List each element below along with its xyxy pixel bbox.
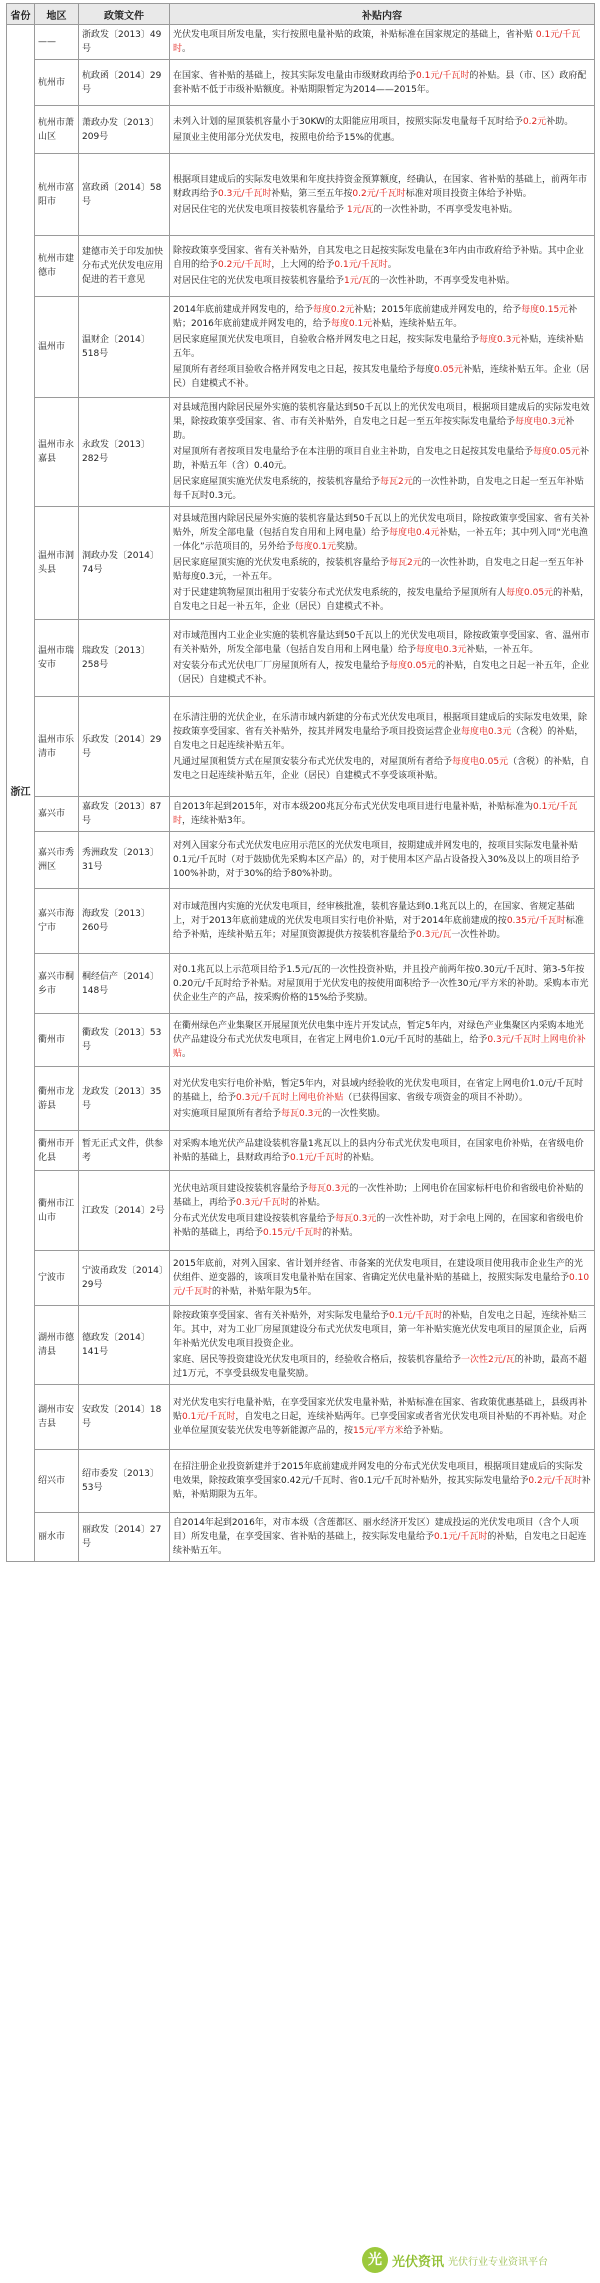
subsidy-amount: 每瓦2元	[389, 558, 422, 568]
policy-doc-cell: 建德市关于印发加快分布式光伏发电应用促进的若干意见	[79, 236, 170, 297]
subsidy-text: 补贴；2016年底前建成并网发电的，给予	[173, 305, 578, 329]
policy-doc-cell: 江政发〔2014〕2号	[79, 1171, 170, 1251]
subsidy-text: 补助，补贴五年（含）0.40元。	[173, 447, 590, 471]
subsidy-text: 根据项目建成后的实际发电效果和年度扶持资金预算额度，经确认，在国家、省补贴的基础上，前两年市财政再给予	[173, 174, 588, 199]
subsidy-text: 标准给予补贴，连续补贴五年；对屋顶资源提供方按装机容量给予	[173, 916, 584, 940]
subsidy-amount: 0.1元/千瓦时	[434, 1532, 488, 1542]
subsidy-content-cell	[170, 620, 595, 697]
subsidy-text: 屋顶业主使用部分光伏发电，按照电价给予15%的优惠。	[173, 132, 401, 143]
subsidy-content-cell	[170, 236, 595, 297]
subsidy-paragraph	[173, 243, 591, 273]
policy-doc-cell: 绍市委发〔2013〕53号	[79, 1450, 170, 1513]
subsidy-text: 对光伏发电实行电价补贴，暂定5年内，对县域内经验收的光伏发电项目，在省定上网电价1.0元/千瓦时的基础上，给予	[173, 1078, 584, 1103]
subsidy-paragraph	[173, 1352, 591, 1382]
header-province: 省份	[7, 4, 35, 25]
table-row	[7, 398, 595, 507]
subsidy-text: 的一次性补助，不再享受发电补贴。	[370, 276, 515, 286]
subsidy-text: 补贴，第三至五年按	[271, 188, 353, 199]
area-cell: ——	[35, 25, 79, 60]
subsidy-paragraph	[173, 302, 591, 332]
subsidy-amount: 15元/平方米	[353, 1426, 404, 1436]
subsidy-text: 的一次性奖励。	[322, 1108, 386, 1119]
subsidy-amount: 每度电0.3元	[461, 726, 512, 737]
header-area: 地区	[35, 4, 79, 25]
area-cell: 丽水市	[35, 1513, 79, 1562]
subsidy-content-cell	[170, 398, 595, 507]
subsidy-text: 对居民住宅的光伏发电项目按装机容量给予	[173, 204, 347, 215]
subsidy-text: 补贴，一补五年。	[466, 645, 539, 655]
subsidy-paragraph	[173, 1018, 591, 1062]
subsidy-paragraph	[173, 1136, 591, 1166]
subsidy-text: 。	[182, 44, 192, 54]
policy-doc-cell: 桐经信产〔2014〕148号	[79, 954, 170, 1014]
policy-doc-cell: 富政函〔2014〕58号	[79, 154, 170, 236]
subsidy-paragraph	[173, 114, 591, 130]
subsidy-text: 补贴，连续补贴五年。	[173, 335, 584, 359]
table-row	[7, 832, 595, 889]
subsidy-paragraph	[173, 27, 591, 57]
policy-doc-cell: 嘉政发〔2013〕87号	[79, 797, 170, 832]
policy-doc-cell: 暂无正式文件，供参考	[79, 1131, 170, 1171]
table-row	[7, 697, 595, 797]
area-cell: 温州市洞头县	[35, 507, 79, 620]
subsidy-text: 的一次性补助，不再享受发电补贴。	[373, 204, 518, 215]
subsidy-amount: 每度0.1元	[330, 319, 373, 329]
area-cell: 衢州市	[35, 1014, 79, 1067]
table-row	[7, 106, 595, 154]
subsidy-text: 的补贴，自发电之日起，连续补贴三年。其中，对为工业厂房屋顶建设分布式光伏发电项目，第一年补贴实施光伏发电项目的屋顶企业，后两年补贴光伏发电项目投资企业。	[173, 1311, 588, 1349]
subsidy-text: 居民家庭屋顶实施的光伏发电系统的，按装机容量给予	[173, 558, 390, 568]
subsidy-paragraph	[173, 658, 591, 688]
subsidy-paragraph	[173, 962, 591, 1006]
table-row	[7, 620, 595, 697]
policy-doc-cell: 萧政办发〔2013〕209号	[79, 106, 170, 154]
area-cell: 温州市	[35, 297, 79, 398]
subsidy-amount: 0.3元/千瓦时	[218, 188, 272, 199]
subsidy-text: 自2013年起到2015年，对市本级200兆瓦分布式光伏发电项目进行电量补贴，补贴标准为	[173, 802, 533, 812]
subsidy-text: 居民家庭屋顶光伏发电项目，自验收合格并网发电之日起，按实际发电量给予	[173, 335, 480, 345]
province-cell: 浙江	[7, 25, 35, 1562]
subsidy-amount: 每瓦0.3元	[308, 1183, 350, 1194]
subsidy-text: 屋顶所有者经项目验收合格并网发电之日起，按其发电量给予每度	[173, 365, 435, 375]
header-content: 补贴内容	[170, 4, 595, 25]
subsidy-amount: 0.3元/千瓦时上网电价补贴	[173, 1035, 586, 1059]
subsidy-text: 对屋顶所有者按项目发电量给予在本注册的项目自业主补助，自发电之日起按其发电量给予	[173, 447, 534, 457]
policy-doc-cell: 龙政发〔2013〕35号	[79, 1067, 170, 1131]
policy-doc-cell: 杭政函〔2014〕29号	[79, 60, 170, 106]
table-row	[7, 60, 595, 106]
subsidy-content-cell	[170, 1385, 595, 1450]
subsidy-content-cell	[170, 106, 595, 154]
table-row	[7, 1450, 595, 1513]
subsidy-amount: 0.10元/千瓦时	[173, 1273, 590, 1297]
subsidy-content-cell	[170, 25, 595, 60]
policy-doc-cell: 海政发〔2013〕260号	[79, 889, 170, 954]
subsidy-amount: 1元/瓦	[346, 204, 374, 215]
table-row	[7, 25, 595, 60]
area-cell: 绍兴市	[35, 1450, 79, 1513]
area-cell: 杭州市	[35, 60, 79, 106]
subsidy-text: 补助。	[546, 116, 574, 127]
subsidy-amount: 每度0.05元	[389, 661, 437, 671]
subsidy-amount: 0.2元/千瓦时	[528, 1476, 582, 1486]
subsidy-text: 在衢州绿色产业集聚区开展屋顶光伏电集中连片开发试点，暂定5年内，对绿色产业集聚区内采购本地光伏产品建设分布式光伏发电项目，在省定上网电价1.0元/千瓦时的基础上，给予	[173, 1021, 584, 1045]
subsidy-text: 分布式光伏发电项目建设按装机容量给予	[173, 1213, 336, 1224]
area-cell: 衢州市江山市	[35, 1171, 79, 1251]
subsidy-text: 的补贴，自发电之日起一补五年，企业（居民）自建模式不补。	[173, 588, 590, 612]
subsidy-text: 对0.1兆瓦以上示范项目给予1.5元/瓦的一次性投资补贴，并且投产前两年按0.30元/千瓦时、第3-5年按0.20元/千瓦时给予补贴。对屋顶用于光伏发电的按使用面积给予一次性30元/平方米的补助。采购本市光伏企业生产的产品，按采购价格的15%给予奖励。	[173, 964, 589, 1003]
subsidy-paragraph	[173, 799, 591, 829]
subsidy-text: 对市域范围内实施的光伏发电项目，经审核批准，装机容量达到0.1兆瓦以上的，在国家、省规定基础上，对于2013年底前建成的光伏发电项目实行电价补贴，对于2014年底前建成的按	[173, 902, 575, 926]
subsidy-paragraph	[173, 710, 591, 754]
table-row	[7, 889, 595, 954]
area-cell: 嘉兴市海宁市	[35, 889, 79, 954]
subsidy-content-cell	[170, 1014, 595, 1067]
subsidy-content-cell	[170, 1171, 595, 1251]
subsidy-text: 家庭、居民等投资建设光伏发电项目的，经验收合格后，按装机容量给予	[173, 1355, 462, 1365]
subsidy-content-cell	[170, 832, 595, 889]
policy-doc-cell: 浙政发〔2013〕49号	[79, 25, 170, 60]
subsidy-text: 对市域范围内工业企业实施的装机容量达到50千瓦以上的光伏发电项目，除按政策享受国家、省、温州市有关补贴外，所发全部电量（包括自发自用和上网电量）给予	[173, 631, 590, 655]
subsidy-amount: 0.1元/千瓦时	[173, 30, 581, 54]
subsidy-content-cell	[170, 954, 595, 1014]
subsidy-text: 标准对项目投资主体给予补贴。	[405, 188, 532, 199]
subsidy-paragraph	[173, 68, 591, 98]
subsidy-text: 补贴；2015年底前建成并网发电的，给予	[354, 305, 522, 315]
subsidy-text: ，自发电之日起，连续补贴两年。已享受国家或者省光伏发电项目补贴的不再补贴。对企业单位屋顶安装光伏发电等新能源产品的，按	[173, 1412, 587, 1436]
area-cell: 衢州市开化县	[35, 1131, 79, 1171]
subsidy-text: 的一次性补助，自发电之日起一至五年补贴每度0.3元，一补五年。	[173, 558, 584, 582]
subsidy-amount: 每度0.3元	[479, 335, 521, 345]
policy-doc-cell: 永政发〔2013〕282号	[79, 398, 170, 507]
subsidy-paragraph	[173, 400, 591, 444]
subsidy-paragraph	[173, 202, 591, 218]
subsidy-text: 的一次性补助；上网电价在国家标杆电价和省级电价补贴的基础上，再给予	[173, 1183, 584, 1208]
subsidy-paragraph	[173, 1106, 591, 1122]
subsidy-text: 自2014年起到2016年，对市本级（含莲都区、丽水经济开发区）建成投运的光伏发电项目（含个人项目）所发电量，在享受国家、省补贴的基础上，按实际发电量给予	[173, 1518, 579, 1542]
subsidy-amount: 0.3元/千瓦时	[236, 1197, 290, 1208]
subsidy-text: 凡通过屋顶租赁方式在屋顶安装分布式光伏发电的，对屋顶所有者给予	[173, 756, 453, 767]
area-cell: 温州市永嘉县	[35, 398, 79, 507]
subsidy-text: ，上大网的给予	[271, 260, 335, 270]
subsidy-content-cell	[170, 1067, 595, 1131]
subsidy-text: 2014年底前建成并网发电的，给予	[173, 305, 313, 315]
subsidy-amount: 0.15元/千瓦时	[263, 1227, 323, 1238]
subsidy-content-cell	[170, 1251, 595, 1306]
subsidy-amount: 每度0.2元	[312, 305, 355, 315]
subsidy-text: 对居民住宅的光伏发电项目按装机容量给予	[173, 276, 345, 286]
policy-doc-cell: 温财企〔2014〕518号	[79, 297, 170, 398]
subsidy-text: 的补助，最高不超过1万元，不享受县级发电量奖励。	[173, 1355, 587, 1379]
subsidy-text: 补贴，一补五年；其中列入同“光电渔一体化”示范项目的，另外给予	[173, 528, 589, 552]
subsidy-text: 的一次性补助，自发电之日起一至五年补贴每千瓦时0.3元。	[173, 477, 584, 501]
subsidy-paragraph	[173, 585, 591, 615]
subsidy-text: 的补贴，自发电之日起一补五年，企业（居民）自建模式不补。	[173, 661, 590, 685]
subsidy-text: ，连续补贴3年。	[182, 816, 251, 826]
table-row	[7, 1385, 595, 1450]
area-cell: 湖州市安吉县	[35, 1385, 79, 1450]
subsidy-text: 光伏电站项目建设按装机容量给予	[173, 1183, 309, 1194]
watermark-text: 光伏资讯	[392, 2254, 445, 2270]
subsidy-content-cell	[170, 1131, 595, 1171]
table-header-row	[7, 4, 595, 25]
policy-doc-cell: 乐政发〔2014〕29号	[79, 697, 170, 797]
subsidy-text: 一次性补助。	[451, 930, 506, 940]
subsidy-text: （含税）的补贴，自发电之日起连续补贴五年，企业（居民）自建模式不享受该项补贴。	[173, 756, 590, 781]
table-row	[7, 797, 595, 832]
table-row	[7, 1251, 595, 1306]
subsidy-text: 补贴，连续补贴五年。企业（居民）自建模式不补。	[173, 365, 590, 389]
subsidy-table	[6, 3, 595, 1562]
subsidy-text: 在国家、省补贴的基础上，按其实际发电量由市级财政再给予	[173, 70, 417, 81]
subsidy-amount: 每度电0.3元	[416, 645, 467, 655]
subsidy-paragraph	[173, 1211, 591, 1241]
subsidy-paragraph	[173, 899, 591, 943]
subsidy-text: 补贴，补贴期限为五年。	[173, 1476, 591, 1500]
policy-doc-cell: 瑞政发〔2013〕258号	[79, 620, 170, 697]
subsidy-content-cell	[170, 697, 595, 797]
subsidy-text: （含税）的补贴，自发电之日起连续补贴五年。	[173, 726, 584, 751]
subsidy-paragraph	[173, 838, 591, 882]
subsidy-amount: 0.1元/千瓦时	[182, 1412, 236, 1422]
subsidy-content-cell	[170, 1306, 595, 1385]
policy-doc-cell: 丽政发〔2014〕27号	[79, 1513, 170, 1562]
subsidy-paragraph	[173, 1308, 591, 1352]
subsidy-text: 居民家庭屋顶实施光伏发电系统的，按装机容量给予	[173, 477, 381, 487]
subsidy-text: 未列入计划的屋顶装机容量小于30KW的太阳能应用项目，按照实际发电量每千瓦时给予	[173, 116, 523, 127]
policy-doc-cell: 秀洲政发〔2013〕31号	[79, 832, 170, 889]
table-row	[7, 236, 595, 297]
watermark	[362, 2245, 592, 2275]
subsidy-paragraph	[173, 1256, 591, 1300]
policy-doc-cell: 衢政发〔2013〕53号	[79, 1014, 170, 1067]
area-cell: 温州市乐清市	[35, 697, 79, 797]
subsidy-amount: 0.1元/千瓦时	[416, 70, 470, 81]
policy-doc-cell: 洞政办发〔2014〕74号	[79, 507, 170, 620]
area-cell: 宁波市	[35, 1251, 79, 1306]
subsidy-amount: 每瓦0.3元	[281, 1108, 323, 1119]
table-row	[7, 954, 595, 1014]
subsidy-paragraph	[173, 332, 591, 362]
subsidy-text: 的一次性补助，对于余电上网的，在国家和省级电价补贴的基础上，再给予	[173, 1213, 584, 1238]
subsidy-text: 。	[182, 1049, 192, 1059]
subsidy-text: 在招注册企业投资新建并于2015年底前建成并网发电的分布式光伏发电项目，根据项目建成后的实际发电效果，除按政策享受国家0.42元/千瓦时、省0.1元/千瓦时补贴外，按其实际发电量给予	[173, 1462, 583, 1486]
watermark-logo-icon: 光	[362, 2247, 388, 2273]
policy-doc-cell: 宁波甬政发〔2014〕29号	[79, 1251, 170, 1306]
subsidy-amount: 每度电0.4元	[389, 528, 440, 538]
subsidy-paragraph	[173, 511, 591, 555]
subsidy-text: 的补贴。	[322, 1227, 359, 1238]
subsidy-paragraph	[173, 273, 591, 289]
subsidy-amount: 0.1元/千瓦时	[173, 802, 578, 826]
area-cell: 温州市瑞安市	[35, 620, 79, 697]
subsidy-amount: 每度电0.3元	[515, 417, 566, 427]
policy-doc-cell: 德政发〔2014〕141号	[79, 1306, 170, 1385]
table-row	[7, 1014, 595, 1067]
table-row	[7, 154, 595, 236]
subsidy-text: 2015年底前，对列入国家、省计划并经省、市备案的光伏发电项目，在建设项目使用我市企业生产的光伏组件、逆变器的，该项目发电量补贴在国家、省确定光伏电量补贴的基础上，按照实际发电量给予	[173, 1259, 583, 1283]
area-cell: 嘉兴市桐乡市	[35, 954, 79, 1014]
subsidy-amount: 0.2元/千瓦时	[218, 260, 272, 270]
subsidy-text: 。	[387, 260, 397, 270]
subsidy-content-cell	[170, 1513, 595, 1562]
subsidy-text: 除按政策享受国家、省有关补贴外，自其发电之日起按实际发电量在3年内由市政府给予补贴。其中企业自用的给予	[173, 246, 584, 270]
subsidy-paragraph	[173, 474, 591, 504]
subsidy-amount: 一次性2元/瓦	[461, 1355, 515, 1365]
subsidy-amount: 0.1元/千瓦时	[334, 260, 388, 270]
subsidy-paragraph	[173, 1181, 591, 1211]
subsidy-paragraph	[173, 1459, 591, 1503]
watermark-subtitle: 光伏行业专业资讯平台	[448, 2256, 549, 2268]
subsidy-text: 给予补贴。	[403, 1426, 449, 1436]
subsidy-content-cell	[170, 797, 595, 832]
subsidy-text: 光伏发电项目所发电量，实行按照电量补贴的政策，补贴标准在国家规定的基础上，省补贴	[173, 30, 536, 40]
subsidy-paragraph	[173, 444, 591, 474]
subsidy-text: 对光伏发电实行电量补贴，在享受国家光伏发电量补贴，补贴标准在国家、省政策优惠基础上，县级再补贴	[173, 1398, 588, 1422]
table-row	[7, 1306, 595, 1385]
table-row	[7, 1171, 595, 1251]
subsidy-amount: 1元/瓦	[344, 276, 371, 286]
subsidy-text: 补贴，连续补贴五年。	[372, 319, 463, 329]
subsidy-paragraph	[173, 1395, 591, 1439]
subsidy-text: 对实施项目屋顶所有者给予	[173, 1108, 282, 1119]
subsidy-amount: 0.1元/千瓦时	[290, 1152, 344, 1163]
subsidy-text: 除按政策享受国家、省有关补贴外，对实际发电量给予	[173, 1311, 390, 1321]
subsidy-amount: 0.2元	[522, 116, 547, 127]
subsidy-text: 的补贴，补贴年限为5年。	[212, 1287, 317, 1297]
table-row	[7, 1131, 595, 1171]
subsidy-paragraph	[173, 172, 591, 202]
subsidy-text: （已获得国家、省级专项资金的项目不补助）。	[343, 1092, 528, 1103]
subsidy-content-cell	[170, 60, 595, 106]
subsidy-text: 对县域范围内除居民屋外实施的装机容量达到50千瓦以上的光伏发电项目，根据项目建成后的实际发电效果，除按政策享受国家、省、市有关补贴外，自发电之日起一至五年按实际发电量给予	[173, 403, 590, 427]
subsidy-paragraph	[173, 754, 591, 784]
subsidy-text: 对列入国家分布式光伏发电应用示范区的光伏发电项目，按期建成并网发电的，按项目实际发电量补贴0.1元/千瓦时（对于鼓励优先采购本区产品）的，对于使用本区产品占设备投入30%及以上的项目给予100%补助，对于30%的给予80%补助。	[173, 841, 580, 879]
subsidy-amount: 0.3元/瓦	[416, 930, 452, 940]
table-row	[7, 1067, 595, 1131]
area-cell: 湖州市德清县	[35, 1306, 79, 1385]
subsidy-text: 对采购本地光伏产品建设装机容量1兆瓦以上的县内分布式光伏发电项目，在国家电价补贴，在省级电价补贴的基础上，县财政再给予	[173, 1138, 584, 1163]
subsidy-amount: 0.3元/千瓦时上网电价补贴	[236, 1092, 344, 1103]
subsidy-text: 对县域范围内除居民屋外实施的装机容量达到50千瓦以上的光伏发电项目，除按政策享受国家、省有关补贴外，所发全部电量（包括自发自用和上网电量）给予	[173, 514, 590, 538]
subsidy-paragraph	[173, 628, 591, 658]
subsidy-text: 奖励。	[336, 542, 364, 552]
table-row	[7, 297, 595, 398]
subsidy-paragraph	[173, 555, 591, 585]
subsidy-content-cell	[170, 507, 595, 620]
policy-doc-cell: 安政发〔2014〕18号	[79, 1385, 170, 1450]
area-cell: 杭州市萧山区	[35, 106, 79, 154]
subsidy-content-cell	[170, 1450, 595, 1513]
subsidy-paragraph	[173, 362, 591, 392]
subsidy-paragraph	[173, 1515, 591, 1559]
subsidy-content-cell	[170, 889, 595, 954]
subsidy-amount: 0.2元/千瓦时	[352, 188, 406, 199]
subsidy-text: 的补贴。	[289, 1197, 326, 1208]
subsidy-amount: 每度0.1元	[294, 542, 336, 552]
subsidy-amount: 每瓦0.3元	[335, 1213, 377, 1224]
area-cell: 嘉兴市秀洲区	[35, 832, 79, 889]
area-cell: 杭州市建德市	[35, 236, 79, 297]
subsidy-amount: 每度0.15元	[521, 305, 569, 315]
subsidy-content-cell	[170, 297, 595, 398]
header-doc: 政策文件	[79, 4, 170, 25]
table-body	[7, 25, 595, 1562]
subsidy-text: 的补贴。	[343, 1152, 380, 1163]
area-cell: 衢州市龙游县	[35, 1067, 79, 1131]
table-row	[7, 1513, 595, 1562]
subsidy-amount: 每度0.05元	[533, 447, 581, 457]
subsidy-amount: 每瓦2元	[380, 477, 413, 487]
subsidy-amount: 每度电0.05元	[452, 756, 509, 767]
subsidy-paragraph	[173, 1076, 591, 1106]
subsidy-text: 在乐清注册的光伏企业，在乐清市域内新建的分布式光伏发电项目，根据项目建成后的实际发电效果，除按政策享受国家、省有关补贴外，按其并网发电量给予项目投资运营企业	[173, 712, 588, 737]
subsidy-amount: 0.05元	[434, 365, 464, 375]
subsidy-amount: 0.35元/千瓦时	[506, 916, 566, 926]
subsidy-amount: 0.1元/千瓦时	[389, 1311, 443, 1321]
table-row	[7, 507, 595, 620]
subsidy-content-cell	[170, 154, 595, 236]
subsidy-paragraph	[173, 130, 591, 146]
subsidy-text: 对于民建建筑物屋顶出租用于安装分布式光伏发电系统的，按发电量给予屋顶所有人	[173, 588, 507, 598]
subsidy-text: 对安装分布式光伏电厂厂房屋顶所有人，按发电量给予	[173, 661, 390, 671]
area-cell: 嘉兴市	[35, 797, 79, 832]
subsidy-text: 的补贴。县（市、区）政府配套补贴不低于市级补贴额度。补贴期限暂定为2014——2015年。	[173, 70, 587, 95]
subsidy-amount: 每度0.05元	[506, 588, 554, 598]
area-cell: 杭州市富阳市	[35, 154, 79, 236]
subsidy-text: 的补贴，自发电之日起连续补贴五年。	[173, 1532, 587, 1556]
subsidy-text: 补助。	[173, 417, 575, 441]
